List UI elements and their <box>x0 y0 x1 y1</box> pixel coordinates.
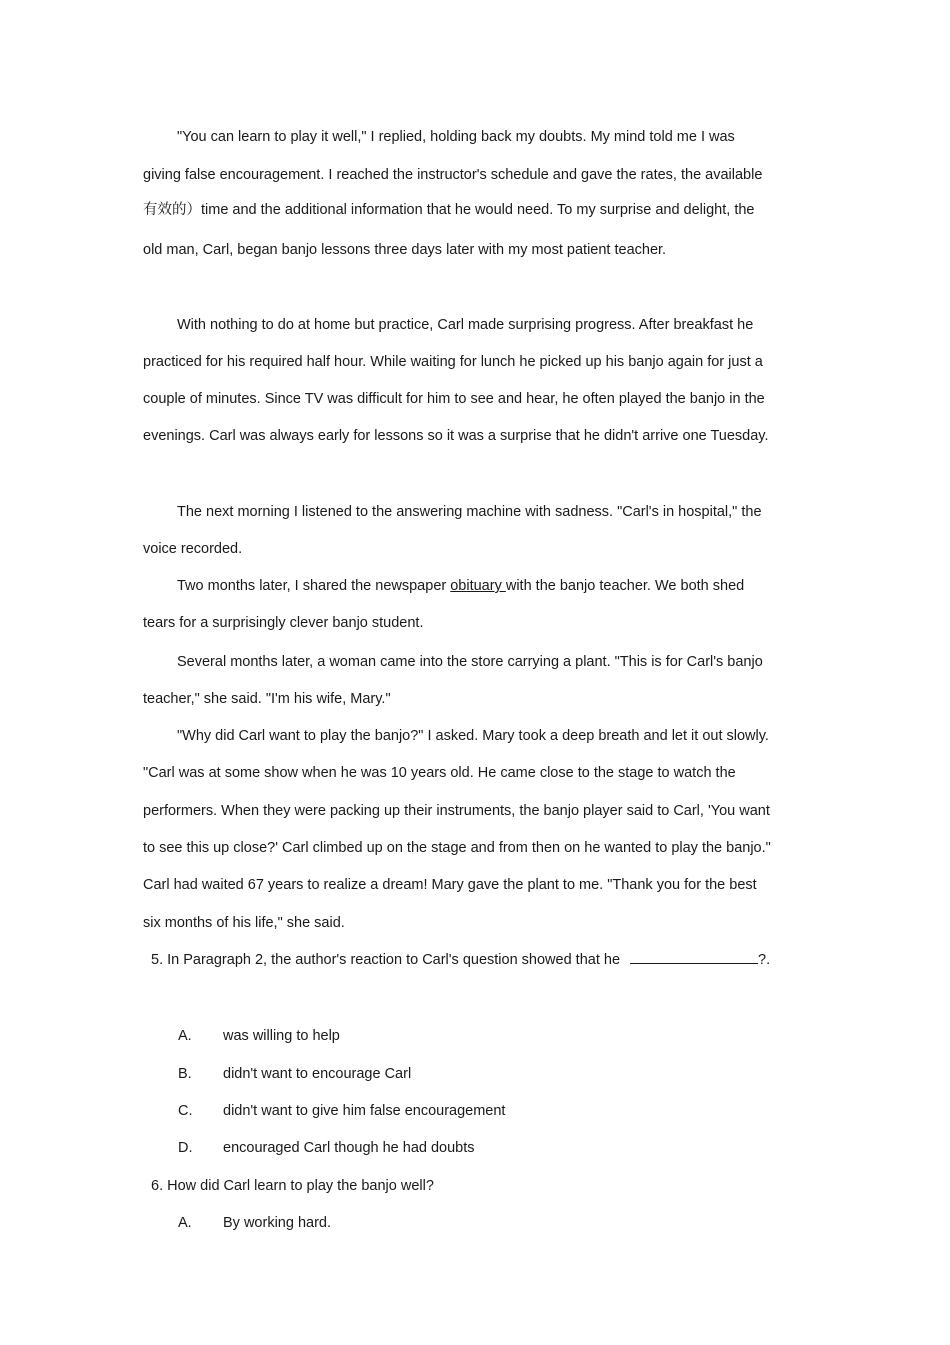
paragraph-6-line-4: to see this up close?' Carl climbed up on the stage and from then on he wanted to play the banjo." <box>143 840 771 856</box>
paragraph-4-text-after: with the banjo teacher. We both shed <box>505 578 745 594</box>
question-5-text: 5. In Paragraph 2, the author's reaction to Carl's question showed that he <box>151 952 621 968</box>
paragraph-4-text-before: Two months later, I shared the newspaper <box>177 578 451 594</box>
option-text: didn't want to encourage Carl <box>223 1066 412 1082</box>
option-text: didn't want to give him false encouragement <box>223 1103 506 1119</box>
paragraph-6-line-6: six months of his life," she said. <box>143 915 345 931</box>
question-5-stem <box>151 951 770 969</box>
option-letter: A. <box>178 1215 192 1231</box>
paragraph-2-line-4: evenings. Carl was always early for lessons so it was a surprise that he didn't arrive one Tuesday. <box>143 428 769 444</box>
question-5-end: ?. <box>758 952 771 968</box>
option-letter: D. <box>178 1140 193 1156</box>
paragraph-6-line-5: Carl had waited 67 years to realize a dream! Mary gave the plant to me. "Thank you for the best <box>143 877 757 893</box>
paragraph-1-line-3: 有效的）time and the additional information that he would need. To my surprise and delight, the <box>143 202 755 218</box>
paragraph-4-line-2: tears for a surprisingly clever banjo student. <box>143 615 424 631</box>
paragraph-3-line-1: The next morning I listened to the answering machine with sadness. "Carl's in hospital," the <box>177 504 762 520</box>
paragraph-6-line-1: "Why did Carl want to play the banjo?" I asked. Mary took a deep breath and let it out slowly. <box>177 728 769 744</box>
paragraph-1-line-1: "You can learn to play it well," I replied, holding back my doubts. My mind told me I was <box>177 129 735 145</box>
paragraph-5-line-1: Several months later, a woman came into the store carrying a plant. "This is for Carl's banjo <box>177 654 763 670</box>
option-text: By working hard. <box>223 1215 331 1231</box>
paragraph-6-line-3: performers. When they were packing up their instruments, the banjo player said to Carl, 'You want <box>143 803 770 819</box>
paragraph-2-line-3: couple of minutes. Since TV was difficult for him to see and hear, he often played the banjo in the <box>143 391 765 407</box>
question-6-stem: 6. How did Carl learn to play the banjo well? <box>151 1178 434 1194</box>
option-text: encouraged Carl though he had doubts <box>223 1140 475 1156</box>
option-letter: A. <box>178 1028 192 1044</box>
paragraph-2-line-1: With nothing to do at home but practice, Carl made surprising progress. After breakfast he <box>177 317 754 333</box>
option-text: was willing to help <box>223 1028 340 1044</box>
paragraph-5-line-2: teacher," she said. "I'm his wife, Mary." <box>143 691 391 707</box>
paragraph-2-line-2: practiced for his required half hour. While waiting for lunch he picked up his banjo again for just a <box>143 354 763 370</box>
paragraph-1-line-2: giving false encouragement. I reached the instructor's schedule and gave the rates, the available <box>143 167 763 183</box>
option-letter: B. <box>178 1066 192 1082</box>
answer-blank <box>630 951 758 964</box>
paragraph-6-line-2: "Carl was at some show when he was 10 years old. He came close to the stage to watch the <box>143 765 736 781</box>
paragraph-1-line-4: old man, Carl, began banjo lessons three days later with my most patient teacher. <box>143 242 667 258</box>
paragraph-4-line-1 <box>177 577 744 595</box>
paragraph-3-line-2: voice recorded. <box>143 541 243 557</box>
option-letter: C. <box>178 1103 193 1119</box>
obituary-underlined-word: obituary <box>450 578 506 594</box>
